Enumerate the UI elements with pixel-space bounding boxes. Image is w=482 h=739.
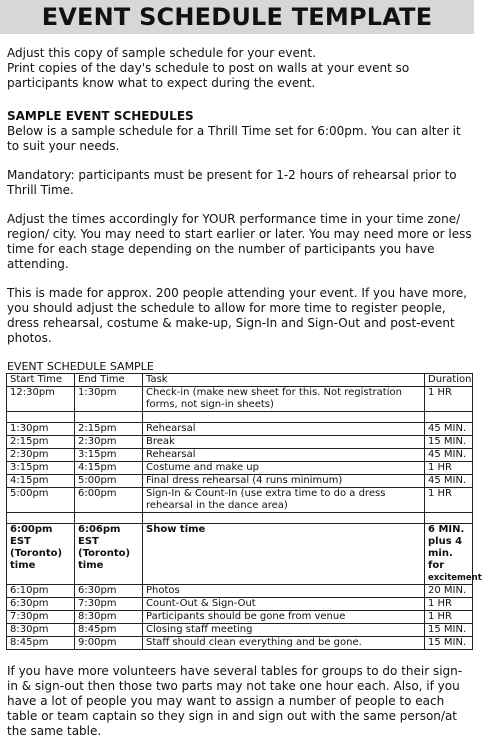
cell-task: Break (143, 436, 425, 449)
table-row (7, 462, 473, 475)
cell-duration: 45 MIN. (425, 423, 473, 436)
sample-paragraph-4: This is made for approx. 200 people attending your event. If you have more, you should adjust the schedule to allow for more time to register people, dress rehearsal, costume & make-up, Sign-In and Sign-Out and post-event photos. (7, 286, 468, 345)
cell-end: 9:00pm (75, 637, 143, 650)
show-start: 6:00pm EST (Toronto) time (7, 524, 75, 585)
closing-paragraph: If you have more volunteers have several tables for groups to do their sign-in & sign-out then those two parts may not take one hour each. Also, if you have a lot of people you may want to assign a number of people to each table or team captain so they sign in and sign out with the same person/at the same table. (7, 664, 463, 738)
cell-start: 12:30pm (7, 387, 75, 412)
cell-duration: 1 HR (425, 387, 473, 412)
show-duration-note: excitement (428, 573, 482, 583)
table-header-row (7, 374, 473, 387)
cell-task: Staff should clean everything and be gone. (143, 637, 425, 650)
document-body (7, 46, 482, 739)
cell-task: Participants should be gone from venue (143, 611, 425, 624)
table-row (7, 423, 473, 436)
cell-end: 8:45pm (75, 624, 143, 637)
table-row (7, 436, 473, 449)
cell-duration: 1 HR (425, 611, 473, 624)
header-end-time: End Time (75, 374, 143, 387)
sample-paragraph-1: Below is a sample schedule for a Thrill Time set for 6:00pm. You can alter it to suit your needs. (7, 124, 461, 153)
cell-start: 3:15pm (7, 462, 75, 475)
header-duration: Duration (425, 374, 473, 387)
cell-task: Final dress rehearsal (4 runs minimum) (143, 475, 425, 488)
show-time-row (7, 524, 473, 585)
cell-duration: 1 HR (425, 598, 473, 611)
cell-task: Check-in (make new sheet for this. Not registration forms, not sign-in sheets) (143, 387, 425, 412)
cell-start: 8:30pm (7, 624, 75, 637)
cell-end: 2:15pm (75, 423, 143, 436)
cell-duration: 15 MIN. (425, 637, 473, 650)
cell-end: 1:30pm (75, 387, 143, 412)
header-start-time: Start Time (7, 374, 75, 387)
table-row (7, 387, 473, 412)
table-spacer-row (7, 513, 473, 524)
cell-duration: 15 MIN. (425, 436, 473, 449)
sample-paragraph-2: Mandatory: participants must be present for 1-2 hours of rehearsal prior to Thrill Time. (7, 168, 457, 197)
cell-end: 7:30pm (75, 598, 143, 611)
cell-task: Sign-In & Count-In (use extra time to do a dress rehearsal in the dance area) (143, 488, 425, 513)
cell-end: 6:30pm (75, 585, 143, 598)
title-banner (0, 0, 474, 34)
table-row (7, 585, 473, 598)
table-row (7, 475, 473, 488)
cell-task: Closing staff meeting (143, 624, 425, 637)
table-row (7, 611, 473, 624)
table-row (7, 449, 473, 462)
cell-duration: 15 MIN. (425, 624, 473, 637)
cell-start: 6:10pm (7, 585, 75, 598)
page-title: EVENT SCHEDULE TEMPLATE (41, 3, 433, 31)
cell-start: 5:00pm (7, 488, 75, 513)
cell-task: Rehearsal (143, 449, 425, 462)
sample-heading: SAMPLE EVENT SCHEDULES (7, 109, 194, 123)
table-row (7, 637, 473, 650)
cell-start: 1:30pm (7, 423, 75, 436)
cell-start: 7:30pm (7, 611, 75, 624)
cell-end: 6:00pm (75, 488, 143, 513)
schedule-table (6, 373, 482, 650)
show-duration (425, 524, 482, 585)
cell-task: Rehearsal (143, 423, 425, 436)
table-row (7, 624, 473, 637)
intro-line-1: Adjust this copy of sample schedule for your event. (7, 46, 317, 60)
table-row (7, 488, 473, 513)
intro-line-2: Print copies of the day's schedule to post on walls at your event so participants know what to expect during the event. (7, 61, 410, 90)
header-task: Task (143, 374, 425, 387)
cell-duration: 1 HR (425, 462, 473, 475)
cell-duration: 20 MIN. (425, 585, 473, 598)
cell-start: 6:30pm (7, 598, 75, 611)
table-spacer-row (7, 412, 473, 423)
cell-end: 4:15pm (75, 462, 143, 475)
cell-end: 5:00pm (75, 475, 143, 488)
sample-paragraph-3: Adjust the times accordingly for YOUR performance time in your time zone/ region/ city. You may need to start earlier or later. You may need more or less time for each stage depending on the number of participants you have attending. (7, 212, 472, 271)
cell-task: Costume and make up (143, 462, 425, 475)
cell-duration: 45 MIN. (425, 475, 473, 488)
cell-start: 8:45pm (7, 637, 75, 650)
cell-end: 2:30pm (75, 436, 143, 449)
cell-end: 8:30pm (75, 611, 143, 624)
cell-start: 2:15pm (7, 436, 75, 449)
cell-duration: 1 HR (425, 488, 473, 513)
show-task: Show time (143, 524, 425, 585)
show-duration-main: 6 MIN. plus 4 min. for (428, 524, 465, 571)
table-caption: EVENT SCHEDULE SAMPLE (7, 360, 154, 373)
cell-end: 3:15pm (75, 449, 143, 462)
cell-duration: 45 MIN. (425, 449, 473, 462)
cell-start: 4:15pm (7, 475, 75, 488)
cell-task: Count-Out & Sign-Out (143, 598, 425, 611)
show-end: 6:06pm EST (Toronto) time (75, 524, 143, 585)
cell-task: Photos (143, 585, 425, 598)
table-row (7, 598, 473, 611)
cell-start: 2:30pm (7, 449, 75, 462)
